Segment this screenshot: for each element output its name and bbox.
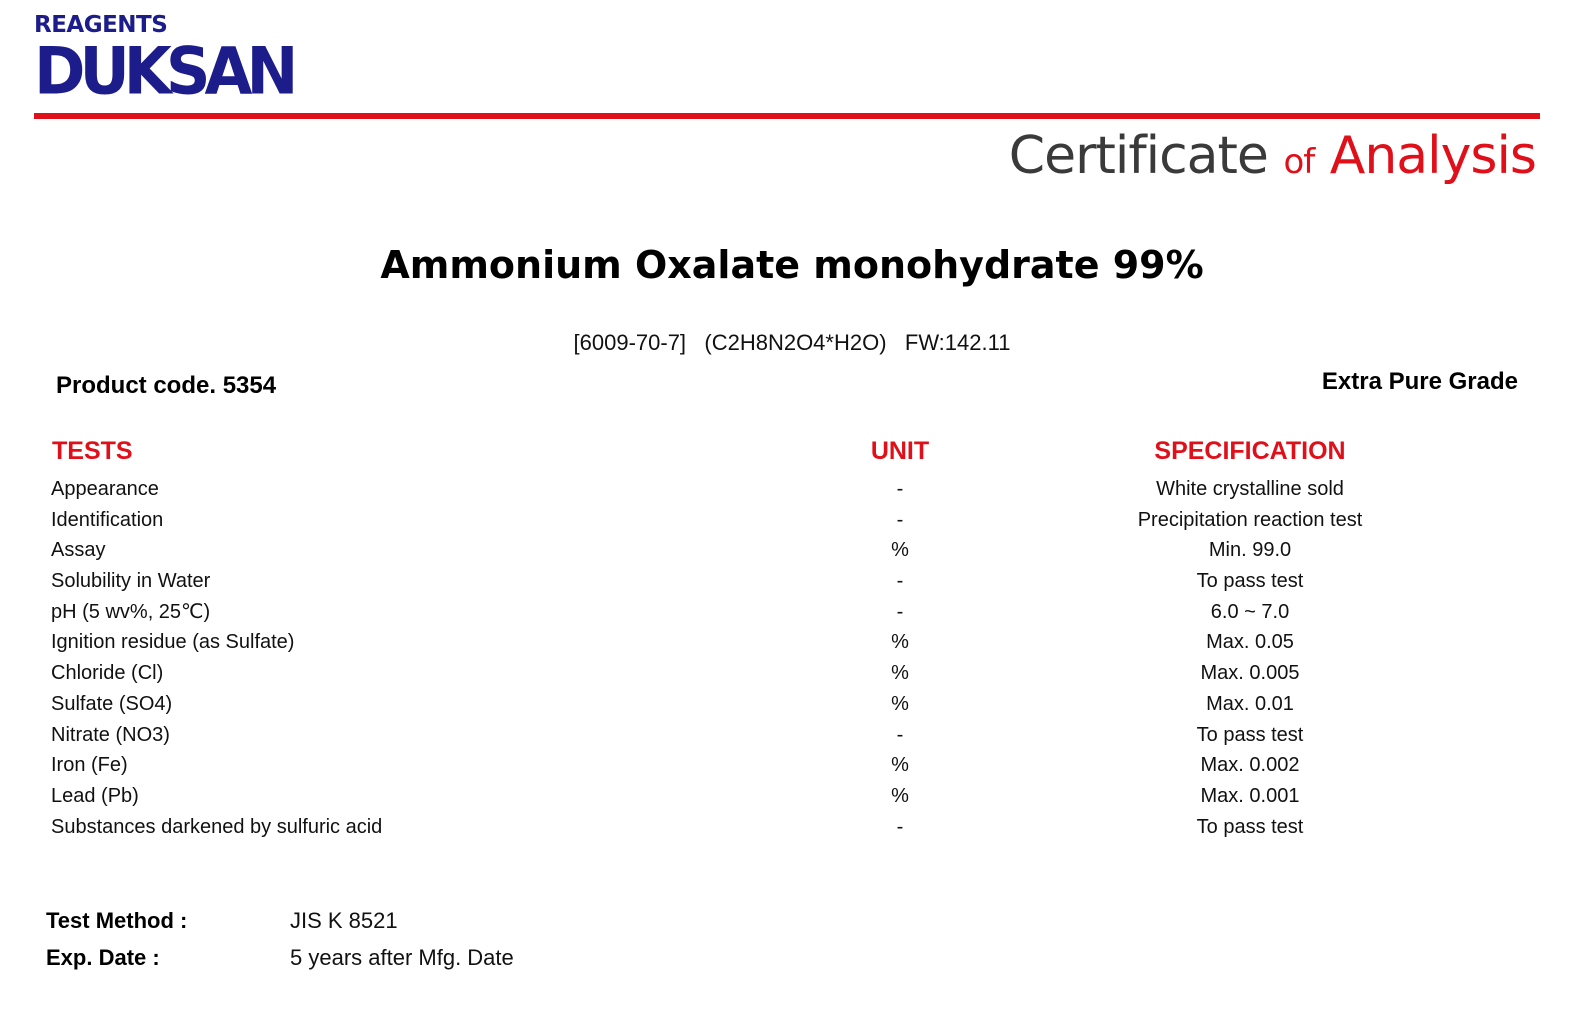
- product-grade: Extra Pure Grade: [1321, 368, 1518, 395]
- table-row: [0, 781, 1584, 812]
- test-name: Identification: [51, 508, 164, 531]
- cas-formula-line: [6009-70-7] (C2H8N2O4*H2O) FW:142.11: [573, 330, 1011, 355]
- logo-reagents-text: REAGENTS: [34, 12, 168, 38]
- test-spec: To pass test: [1196, 570, 1304, 593]
- exp-date-label: Exp. Date :: [46, 945, 160, 970]
- test-unit: %: [891, 784, 909, 807]
- test-name: Solubility in Water: [51, 570, 211, 593]
- test-unit: %: [891, 662, 909, 685]
- table-row: [0, 658, 1584, 689]
- test-name: pH (5 wv%, 25℃): [51, 600, 211, 623]
- exp-date-value: 5 years after Mfg. Date: [290, 945, 514, 970]
- test-unit: %: [891, 692, 909, 715]
- analysis-word: Analysis: [1329, 126, 1536, 186]
- table-row: [0, 689, 1584, 720]
- test-spec: To pass test: [1196, 723, 1304, 746]
- test-spec: To pass test: [1196, 815, 1304, 838]
- test-unit: %: [891, 631, 909, 654]
- test-spec: Max. 0.01: [1206, 692, 1294, 715]
- table-row: [0, 505, 1584, 536]
- specification-column-header: SPECIFICATION: [1154, 437, 1346, 465]
- table-row: [0, 535, 1584, 566]
- test-name: Lead (Pb): [51, 784, 139, 807]
- unit-column-header: UNIT: [870, 437, 930, 465]
- test-spec: 6.0 ~ 7.0: [1210, 600, 1290, 623]
- test-name: Iron (Fe): [51, 754, 128, 777]
- test-name: Appearance: [51, 478, 159, 500]
- certificate-word: Certificate: [1008, 126, 1268, 186]
- table-row: [0, 812, 1584, 843]
- test-method-line: [46, 908, 398, 934]
- test-name: Nitrate (NO3): [51, 723, 170, 746]
- table-row: [0, 720, 1584, 751]
- table-row: [0, 597, 1584, 628]
- of-word: of: [1283, 142, 1315, 182]
- test-spec: Max. 0.001: [1200, 784, 1300, 807]
- test-unit: -: [896, 478, 904, 500]
- test-method-value: JIS K 8521: [290, 908, 398, 933]
- test-unit: %: [891, 754, 909, 777]
- table-row: [0, 750, 1584, 781]
- test-method-label: Test Method :: [46, 908, 188, 933]
- table-row: [0, 474, 1584, 505]
- tests-column-header: TESTS: [52, 437, 133, 465]
- test-name: Ignition residue (as Sulfate): [51, 631, 295, 654]
- exp-date-line: [46, 945, 514, 971]
- test-spec: Max. 0.005: [1200, 662, 1300, 685]
- test-unit: -: [896, 570, 904, 593]
- test-name: Assay: [51, 539, 106, 562]
- duksan-logo: [34, 12, 293, 110]
- test-unit: -: [896, 723, 904, 746]
- logo-duksan-text: DUKSAN: [34, 32, 293, 110]
- certificate-heading: [1009, 124, 1536, 194]
- test-spec: Min. 99.0: [1208, 539, 1292, 562]
- table-row: [0, 627, 1584, 658]
- test-name: Chloride (Cl): [51, 662, 164, 685]
- test-unit: %: [891, 539, 909, 562]
- test-spec: White crystalline sold: [1156, 478, 1344, 500]
- product-code: Product code. 5354: [56, 372, 277, 399]
- test-name: Sulfate (SO4): [51, 692, 173, 715]
- spec-table-body: [0, 474, 1584, 842]
- test-spec: Max. 0.05: [1206, 631, 1294, 654]
- header-divider: [34, 113, 1540, 119]
- test-spec: Max. 0.002: [1200, 754, 1300, 777]
- test-spec: Precipitation reaction test: [1137, 508, 1363, 531]
- test-unit: -: [896, 600, 904, 623]
- test-name: Substances darkened by sulfuric acid: [51, 815, 383, 838]
- test-unit: -: [896, 508, 904, 531]
- test-unit: -: [896, 815, 904, 838]
- product-title: Ammonium Oxalate monohydrate 99%: [380, 243, 1204, 287]
- table-row: [0, 566, 1584, 597]
